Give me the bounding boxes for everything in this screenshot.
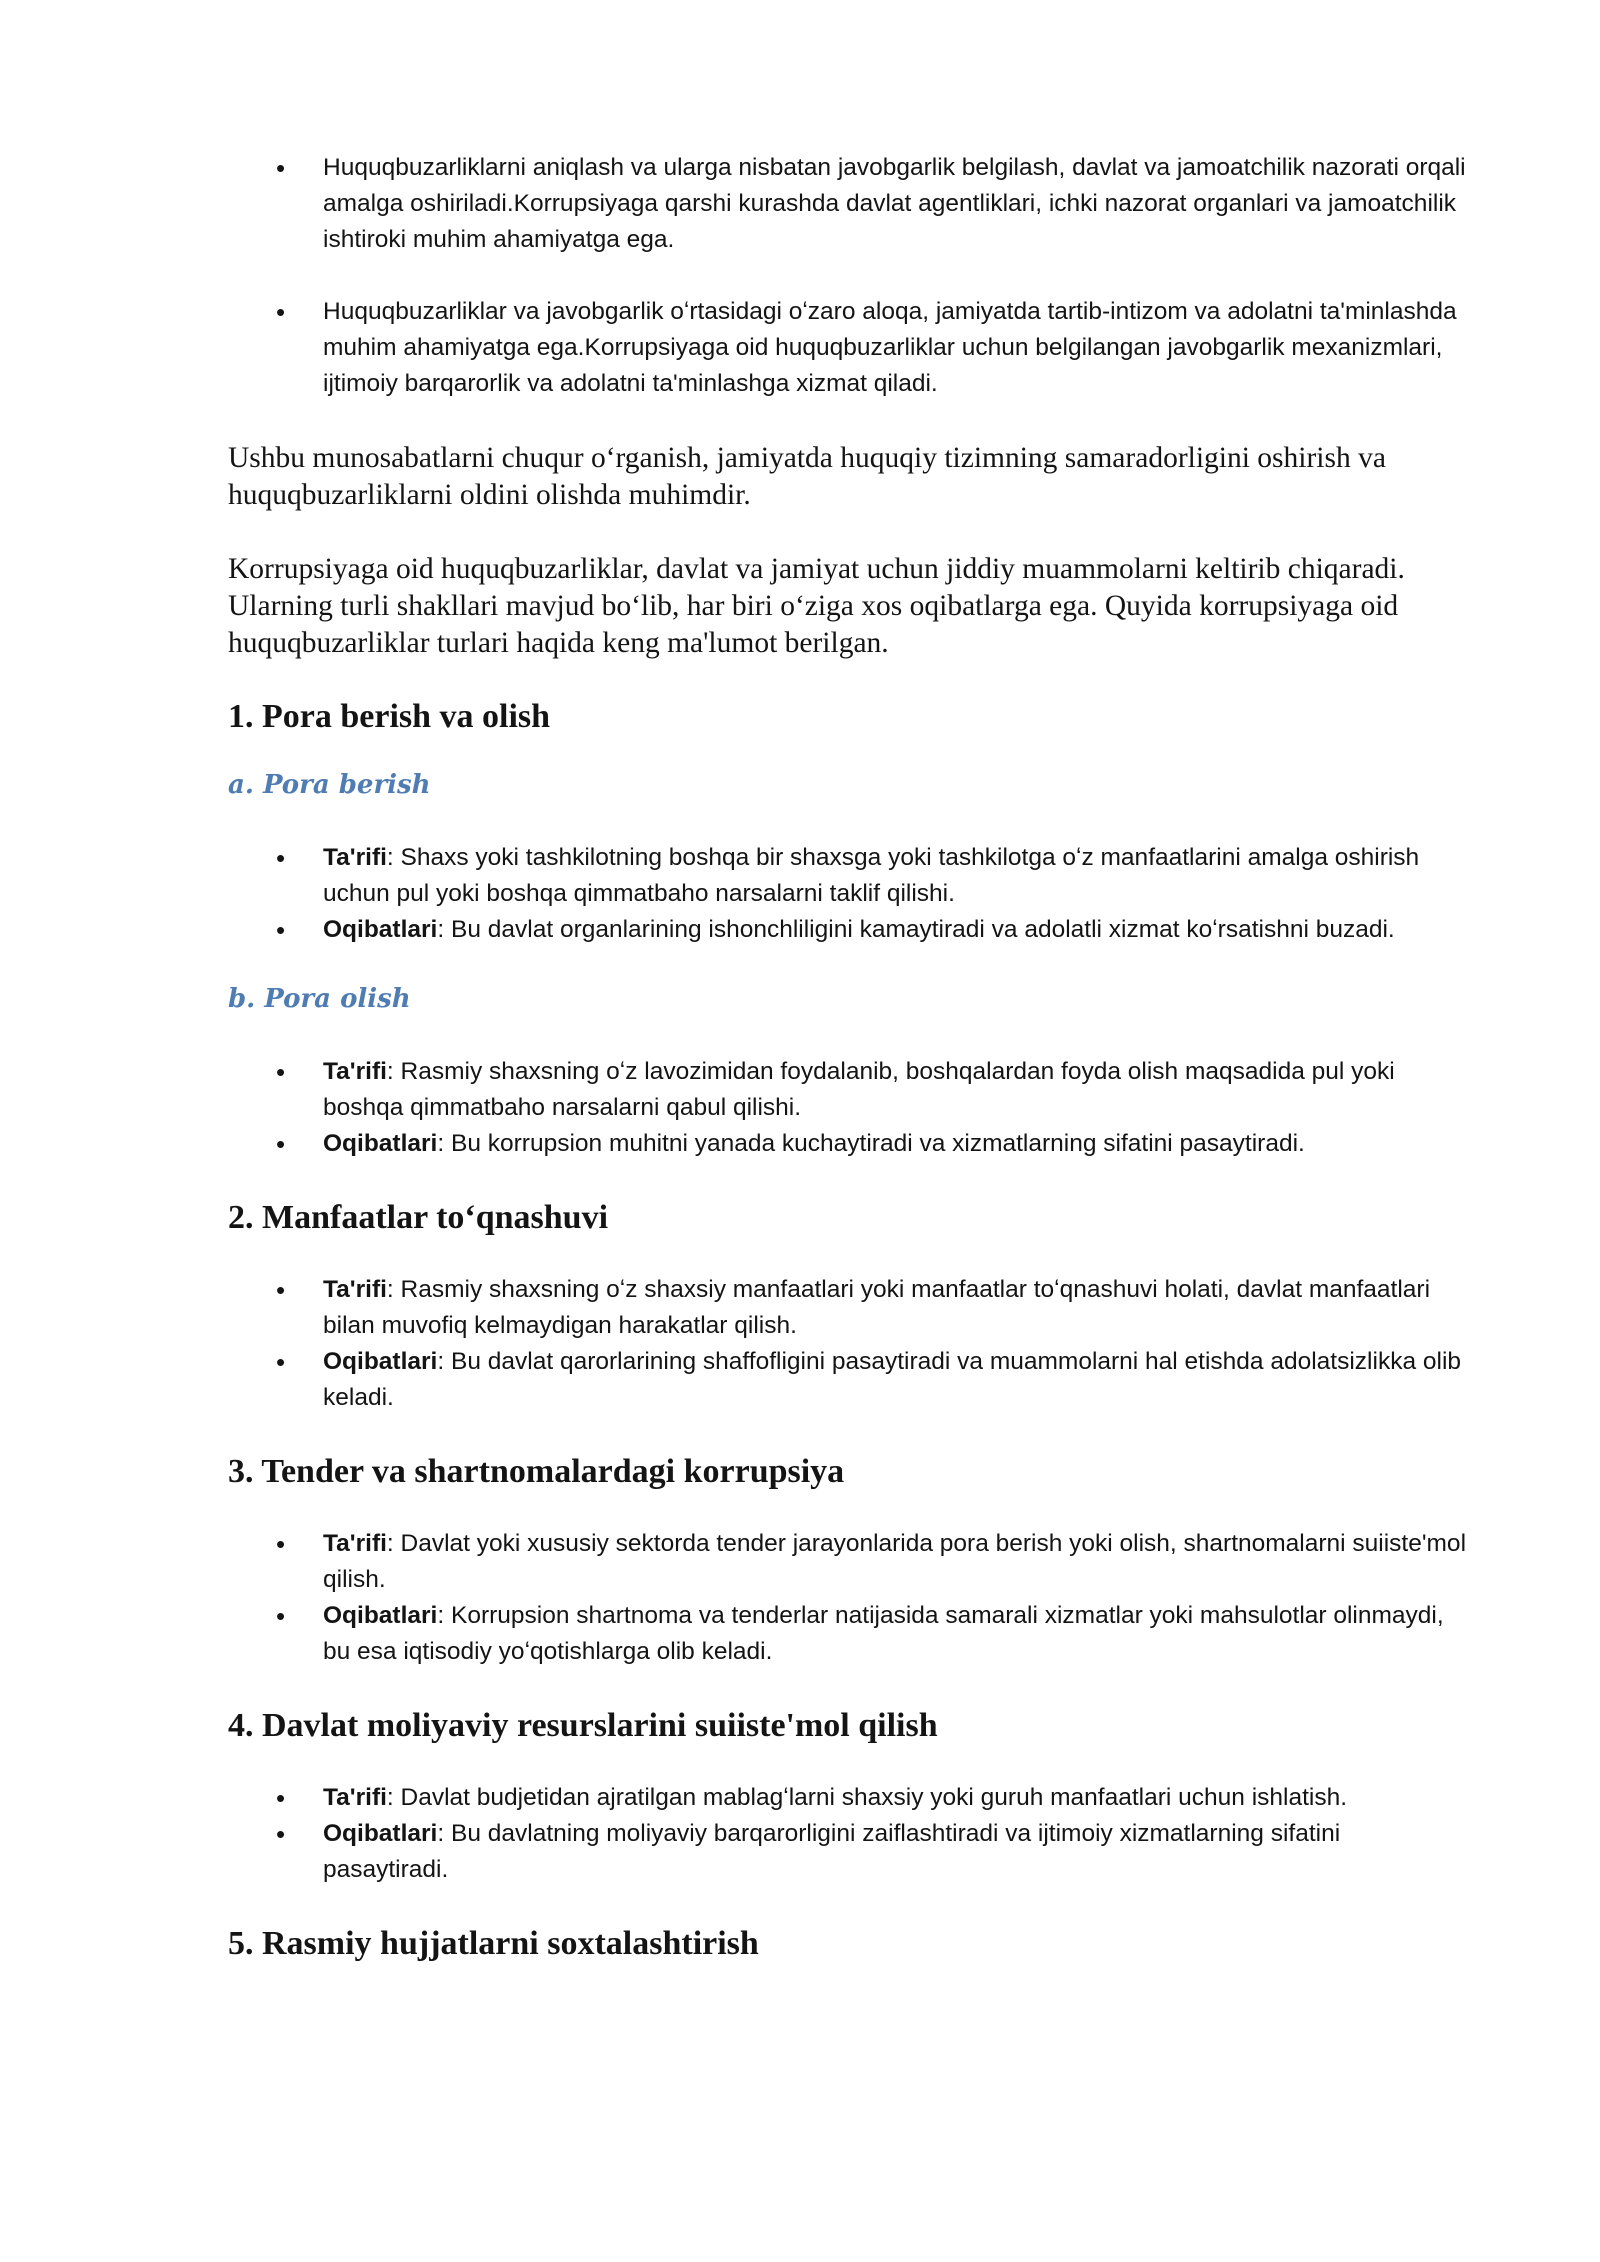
bullet-icon: • (276, 1529, 286, 1559)
consequences-label: Oqibatlari (323, 1130, 438, 1157)
list-item: • Oqibatlari: Bu davlat qarorlarining shaffofligini pasaytiradi va muammolarni hal etishda adolatsizlikka olib keladi. (228, 1344, 1468, 1416)
section-heading: 3. Tender va shartnomalardagi korrupsiya (228, 1453, 845, 1490)
consequences-label: Oqibatlari (323, 1820, 438, 1847)
list-item: • Oqibatlari: Bu korrupsion muhitni yanada kuchaytiradi va xizmatlarning sifatini pasaytiradi. (228, 1126, 1468, 1162)
bullet-icon: • (276, 1057, 286, 1087)
bullet-icon: • (276, 1601, 286, 1631)
definition-label: Ta'rifi (323, 1276, 387, 1303)
bullet-list (228, 1054, 1468, 1162)
list-item: • Ta'rifi: Rasmiy shaxsning oʻz shaxsiy manfaatlari yoki manfaatlar toʻqnashuvi holati, davlat manfaatlari bilan muvofiq kelmaydigan harakatlar qilish. (228, 1272, 1468, 1344)
bullet-icon: • (276, 1819, 286, 1849)
list-item: • Huquqbuzarliklar va javobgarlik oʻrtasidagi oʻzaro aloqa, jamiyatda tartib-intizom va adolatni ta'minlashda muhim ahamiyatga ega.Korrupsiyaga oid huquqbuzarliklar uchun belgilangan javobgarlik mexanizmlari, ijtimoiy barqarorlik va adolatni ta'minlashga xizmat qiladi. (228, 294, 1468, 402)
bullet-icon: • (276, 1347, 286, 1377)
list-item: • Oqibatlari: Bu davlat organlarining ishonchliligini kamaytiradi va adolatli xizmat koʻrsatishni buzadi. (228, 912, 1468, 948)
section-heading: 2. Manfaatlar toʻqnashuvi (228, 1199, 609, 1236)
bullet-icon: • (276, 1275, 286, 1305)
bullet-icon: • (276, 915, 286, 945)
bullet-icon: • (276, 1783, 286, 1813)
bullet-list (228, 1780, 1468, 1888)
list-item: • Ta'rifi: Davlat budjetidan ajratilgan mablagʻlarni shaxsiy yoki guruh manfaatlari uchun ishlatish. (228, 1780, 1468, 1816)
section-heading: 1. Pora berish va olish (228, 698, 551, 735)
subsection-heading: a. Pora berish (228, 770, 431, 800)
list-item: • Ta'rifi: Rasmiy shaxsning oʻz lavozimidan foydalanib, boshqalardan foyda olish maqsadida pul yoki boshqa qimmatbaho narsalarni qabul qilishi. (228, 1054, 1468, 1126)
list-item: • Oqibatlari: Bu davlatning moliyaviy barqarorligini zaiflashtiradi va ijtimoiy xizmatlarning sifatini pasaytiradi. (228, 1816, 1468, 1888)
definition-label: Ta'rifi (323, 1058, 387, 1085)
consequences-label: Oqibatlari (323, 1602, 438, 1629)
intro-bullet-list (228, 150, 1468, 402)
consequences-label: Oqibatlari (323, 1348, 438, 1375)
bullet-list (228, 1526, 1468, 1670)
definition-label: Ta'rifi (323, 1530, 387, 1557)
subsection-heading: b. Pora olish (228, 984, 411, 1014)
bullet-icon: • (276, 1129, 286, 1159)
bullet-icon: • (276, 153, 286, 183)
list-item: • Ta'rifi: Davlat yoki xususiy sektorda tender jarayonlarida pora berish yoki olish, shartnomalarni suiiste'mol qilish. (228, 1526, 1468, 1598)
consequences-label: Oqibatlari (323, 916, 438, 943)
paragraph: Korrupsiyaga oid huquqbuzarliklar, davlat va jamiyat uchun jiddiy muammolarni keltirib chiqaradi. Ularning turli shakllari mavjud boʻlib, har biri oʻziga xos oqibatlarga ega. Quyida korrupsiyaga oid huquqbuzarliklar turlari haqida keng ma'lumot berilgan. (228, 553, 1405, 659)
bullet-list (228, 840, 1468, 948)
list-item: • Huquqbuzarliklarni aniqlash va ularga nisbatan javobgarlik belgilash, davlat va jamoatchilik nazorati orqali amalga oshiriladi.Korrupsiyaga qarshi kurashda davlat agentliklari, ichki nazorat organlari va jamoatchilik ishtiroki muhim ahamiyatga ega. (228, 150, 1468, 258)
list-item: • Oqibatlari: Korrupsion shartnoma va tenderlar natijasida samarali xizmatlar yoki mahsulotlar olinmaydi, bu esa iqtisodiy yoʻqotishlarga olib keladi. (228, 1598, 1468, 1670)
bullet-icon: • (276, 297, 286, 327)
section-heading: 5. Rasmiy hujjatlarni soxtalashtirish (228, 1925, 759, 1962)
document-page (228, 150, 1468, 1964)
list-item: • Ta'rifi: Shaxs yoki tashkilotning boshqa bir shaxsga yoki tashkilotga oʻz manfaatlarini amalga oshirish uchun pul yoki boshqa qimmatbaho narsalarni taklif qilishi. (228, 840, 1468, 912)
bullet-icon: • (276, 843, 286, 873)
section-heading: 4. Davlat moliyaviy resurslarini suiiste'mol qilish (228, 1707, 938, 1744)
paragraph: Ushbu munosabatlarni chuqur oʻrganish, jamiyatda huquqiy tizimning samaradorligini oshirish va huquqbuzarliklarni oldini olishda muhimdir. (228, 442, 1386, 511)
definition-label: Ta'rifi (323, 844, 387, 871)
bullet-list (228, 1272, 1468, 1416)
definition-label: Ta'rifi (323, 1784, 387, 1811)
